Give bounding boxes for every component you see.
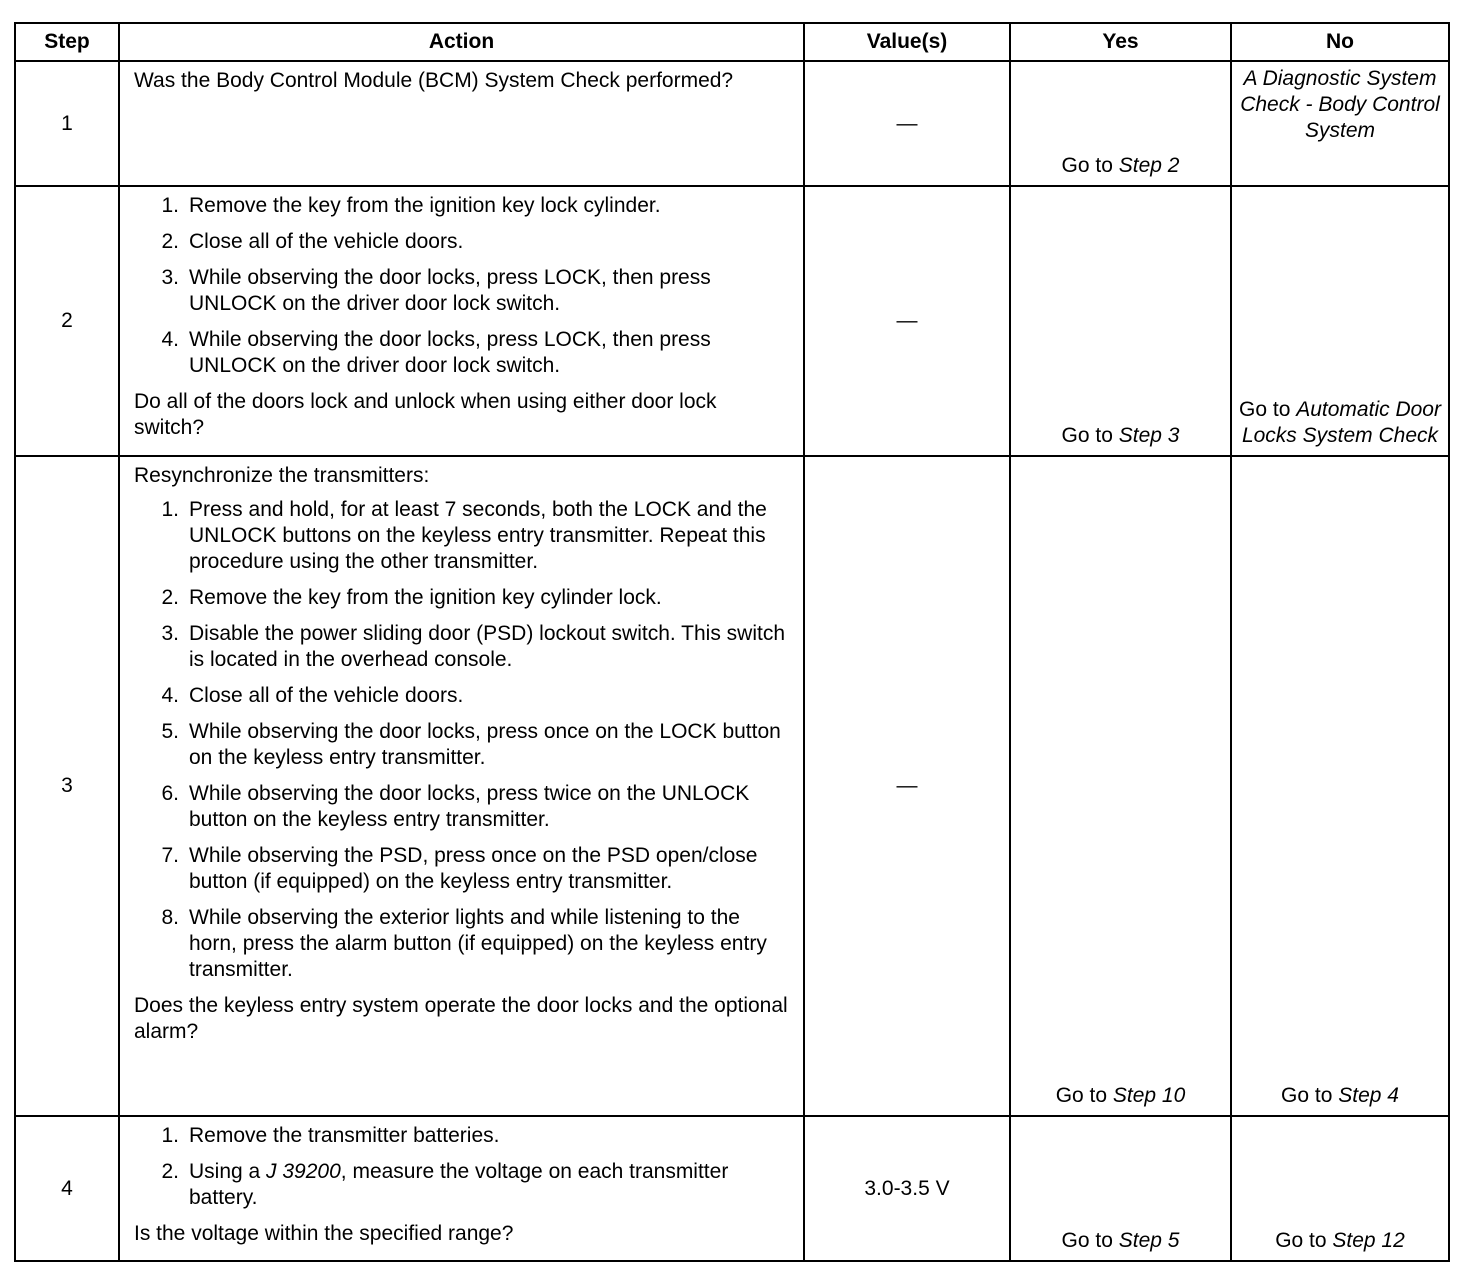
header-step: Step xyxy=(15,23,119,61)
value-cell: 3.0-3.5 V xyxy=(804,1116,1010,1261)
list-item xyxy=(134,843,789,895)
yes-cell xyxy=(1010,1116,1231,1261)
instruction-list xyxy=(134,193,789,379)
item-number: 8. xyxy=(161,906,179,929)
action-cell xyxy=(119,61,804,186)
item-text: While observing the PSD, press once on the PSD open/close button (if equipped) on the keyless entry transmitter. xyxy=(189,844,758,893)
item-number: 1. xyxy=(161,194,179,217)
question-text: Do all of the doors lock and unlock when using either door lock switch? xyxy=(134,390,717,439)
step-number: 3 xyxy=(15,456,119,1116)
item-number: 3. xyxy=(161,266,179,289)
item-text xyxy=(189,1159,789,1211)
step-number: 1 xyxy=(15,61,119,186)
no-link[interactable]: Step 12 xyxy=(1332,1229,1405,1252)
diagnostic-table xyxy=(14,22,1450,1262)
table-row xyxy=(15,61,1449,186)
item-number: 7. xyxy=(161,844,179,867)
item-number: 2. xyxy=(161,586,179,609)
no-cell xyxy=(1231,1116,1449,1261)
yes-link[interactable]: Step 5 xyxy=(1118,1229,1180,1252)
list-item xyxy=(134,585,789,611)
item-text: Remove the transmitter batteries. xyxy=(189,1124,500,1147)
list-item xyxy=(134,781,789,833)
item-number: 1. xyxy=(161,1124,179,1147)
no-cell xyxy=(1231,186,1449,456)
list-item xyxy=(134,621,789,673)
no-cell xyxy=(1231,456,1449,1116)
yes-cell xyxy=(1010,456,1231,1116)
header-values: Value(s) xyxy=(804,23,1010,61)
list-item xyxy=(134,265,789,317)
item-number: 5. xyxy=(161,720,179,743)
instruction-list xyxy=(134,497,789,983)
item-number: 2. xyxy=(161,1160,179,1183)
value-cell: — xyxy=(804,186,1010,456)
yes-cell xyxy=(1010,186,1231,456)
item-text: Press and hold, for at least 7 seconds, both the LOCK and the UNLOCK buttons on the keyless entry transmitter. Repeat this procedure using the other transmitter. xyxy=(189,498,767,573)
item-number: 4. xyxy=(161,684,179,707)
item-number: 4. xyxy=(161,328,179,351)
yes-prefix: Go to xyxy=(1061,1229,1119,1252)
intro-text: Resynchronize the transmitters: xyxy=(134,464,430,487)
step-number: 4 xyxy=(15,1116,119,1261)
no-prefix: Go to xyxy=(1281,1084,1339,1107)
question-text: Is the voltage within the specified range? xyxy=(134,1222,514,1245)
yes-link[interactable]: Step 3 xyxy=(1118,424,1180,447)
item-text: While observing the exterior lights and while listening to the horn, press the alarm button (if equipped) on the keyless entry transmitter. xyxy=(189,906,767,981)
item-text: Remove the key from the ignition key cylinder lock. xyxy=(189,586,662,609)
item-number: 2. xyxy=(161,230,179,253)
table-row xyxy=(15,186,1449,456)
no-link[interactable]: A Diagnostic System Check - Body Control System xyxy=(1240,67,1440,142)
yes-cell xyxy=(1010,61,1231,186)
table-row xyxy=(15,456,1449,1116)
list-item xyxy=(134,193,789,219)
no-prefix: Go to xyxy=(1239,398,1297,421)
value-cell: — xyxy=(804,456,1010,1116)
no-prefix: Go to xyxy=(1275,1229,1333,1252)
list-item xyxy=(134,1123,789,1149)
value-cell: — xyxy=(804,61,1010,186)
yes-prefix: Go to xyxy=(1061,154,1119,177)
header-action: Action xyxy=(119,23,804,61)
item-text: While observing the door locks, press LOCK, then press UNLOCK on the driver door lock switch. xyxy=(189,266,711,315)
item-text: While observing the door locks, press twice on the UNLOCK button on the keyless entry transmitter. xyxy=(189,782,750,831)
question-text: Was the Body Control Module (BCM) System Check performed? xyxy=(134,69,734,92)
item-text: While observing the door locks, press LOCK, then press UNLOCK on the driver door lock switch. xyxy=(189,328,711,377)
list-item xyxy=(134,497,789,575)
list-item xyxy=(134,1159,789,1211)
item-text: Close all of the vehicle doors. xyxy=(189,684,464,707)
item-number: 3. xyxy=(161,622,179,645)
item-text: Close all of the vehicle doors. xyxy=(189,230,464,253)
list-item xyxy=(134,229,789,255)
no-link[interactable]: Step 4 xyxy=(1338,1084,1399,1107)
question-text: Does the keyless entry system operate the door locks and the optional alarm? xyxy=(134,994,788,1043)
action-cell xyxy=(119,186,804,456)
header-row xyxy=(15,23,1449,61)
table-row xyxy=(15,1116,1449,1261)
instruction-list xyxy=(134,1123,789,1211)
item-text-post: , measure the voltage on each transmitter battery. xyxy=(189,1160,729,1209)
header-no: No xyxy=(1231,23,1449,61)
item-text: While observing the door locks, press once on the LOCK button on the keyless entry transmitter. xyxy=(189,720,781,769)
yes-link[interactable]: Step 2 xyxy=(1118,154,1180,177)
item-number: 1. xyxy=(161,498,179,521)
item-text-pre: Using a xyxy=(189,1160,267,1183)
item-number: 6. xyxy=(161,782,179,805)
tool-name: J 39200 xyxy=(266,1160,341,1183)
no-cell xyxy=(1231,61,1449,186)
step-number: 2 xyxy=(15,186,119,456)
no-link[interactable]: Automatic Door Locks System Check xyxy=(1241,398,1441,447)
action-cell xyxy=(119,1116,804,1261)
list-item xyxy=(134,327,789,379)
yes-prefix: Go to xyxy=(1061,424,1119,447)
yes-prefix: Go to xyxy=(1055,1084,1113,1107)
header-yes: Yes xyxy=(1010,23,1231,61)
action-cell xyxy=(119,456,804,1116)
list-item xyxy=(134,905,789,983)
item-text: Remove the key from the ignition key lock cylinder. xyxy=(189,194,661,217)
list-item xyxy=(134,683,789,709)
item-text: Disable the power sliding door (PSD) lockout switch. This switch is located in the overhead console. xyxy=(189,622,786,671)
yes-link[interactable]: Step 10 xyxy=(1112,1084,1186,1107)
list-item xyxy=(134,719,789,771)
